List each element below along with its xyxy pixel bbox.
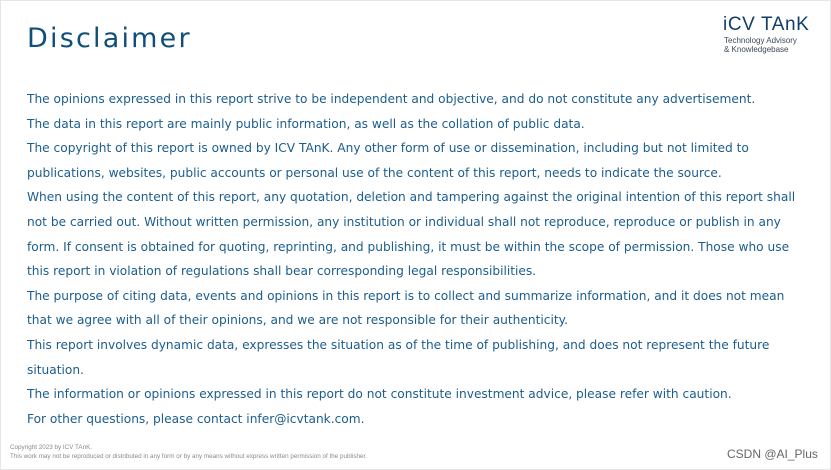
reproduction-notice: This work may not be reproduced or distributed in any form or by any means without express written permission of the publisher. — [10, 452, 367, 460]
disclaimer-paragraph-data-sources: The data in this report are mainly public information, as well as the collation of public data. — [27, 116, 585, 131]
disclaimer-body — [27, 87, 807, 431]
page-title: Disclaimer — [27, 23, 192, 54]
disclaimer-paragraph-citation-purpose: The purpose of citing data, events and opinions in this report is to collect and summarize information, and it does not mean that we agree with all of their opinions, and we are not responsible for their authenticity. — [27, 288, 785, 328]
disclaimer-paragraph-investment-advice: The information or opinions expressed in this report do not constitute investment advice, please refer with caution. — [27, 387, 732, 402]
disclaimer-paragraph-contact: For other questions, please contact infer@icvtank.com. — [27, 411, 365, 426]
copyright-line: Copyright 2023 by ICV TAnK. — [10, 444, 93, 451]
copyright-footer — [10, 444, 367, 461]
disclaimer-paragraph-usage-rules: When using the content of this report, any quotation, deletion and tampering against the original intention of this report shall not be carried out. Without written permission, any institution or individual shall not reproduce, reproduce or publish in any form. If consent is obtained for quoting, reprinting, and publishing, it must be within the scope of permission. Those who use this report in violation of regulations shall bear corresponding legal responsibilities. — [27, 190, 796, 279]
disclaimer-paragraph-independence: The opinions expressed in this report strive to be independent and objective, and do not constitute any advertisement. — [27, 92, 756, 106]
icv-tank-logo — [723, 14, 823, 54]
logo-subtitle-line-2: & Knowledgebase — [724, 45, 789, 54]
logo-name: iCV TAnK — [723, 14, 810, 35]
disclaimer-paragraph-dynamic-data: This report involves dynamic data, expresses the situation as of the time of publishing, and does not represent the future situation. — [27, 337, 770, 377]
csdn-watermark: CSDN @AI_Plus — [727, 447, 818, 461]
logo-subtitle-line-1: Technology Advisory — [724, 36, 797, 45]
disclaimer-paragraph-copyright: The copyright of this report is owned by ICV TAnK. Any other form of use or dissemination, including but not limited to publications, websites, public accounts or personal use of the content of this report, needs to indicate the source. — [27, 141, 749, 180]
